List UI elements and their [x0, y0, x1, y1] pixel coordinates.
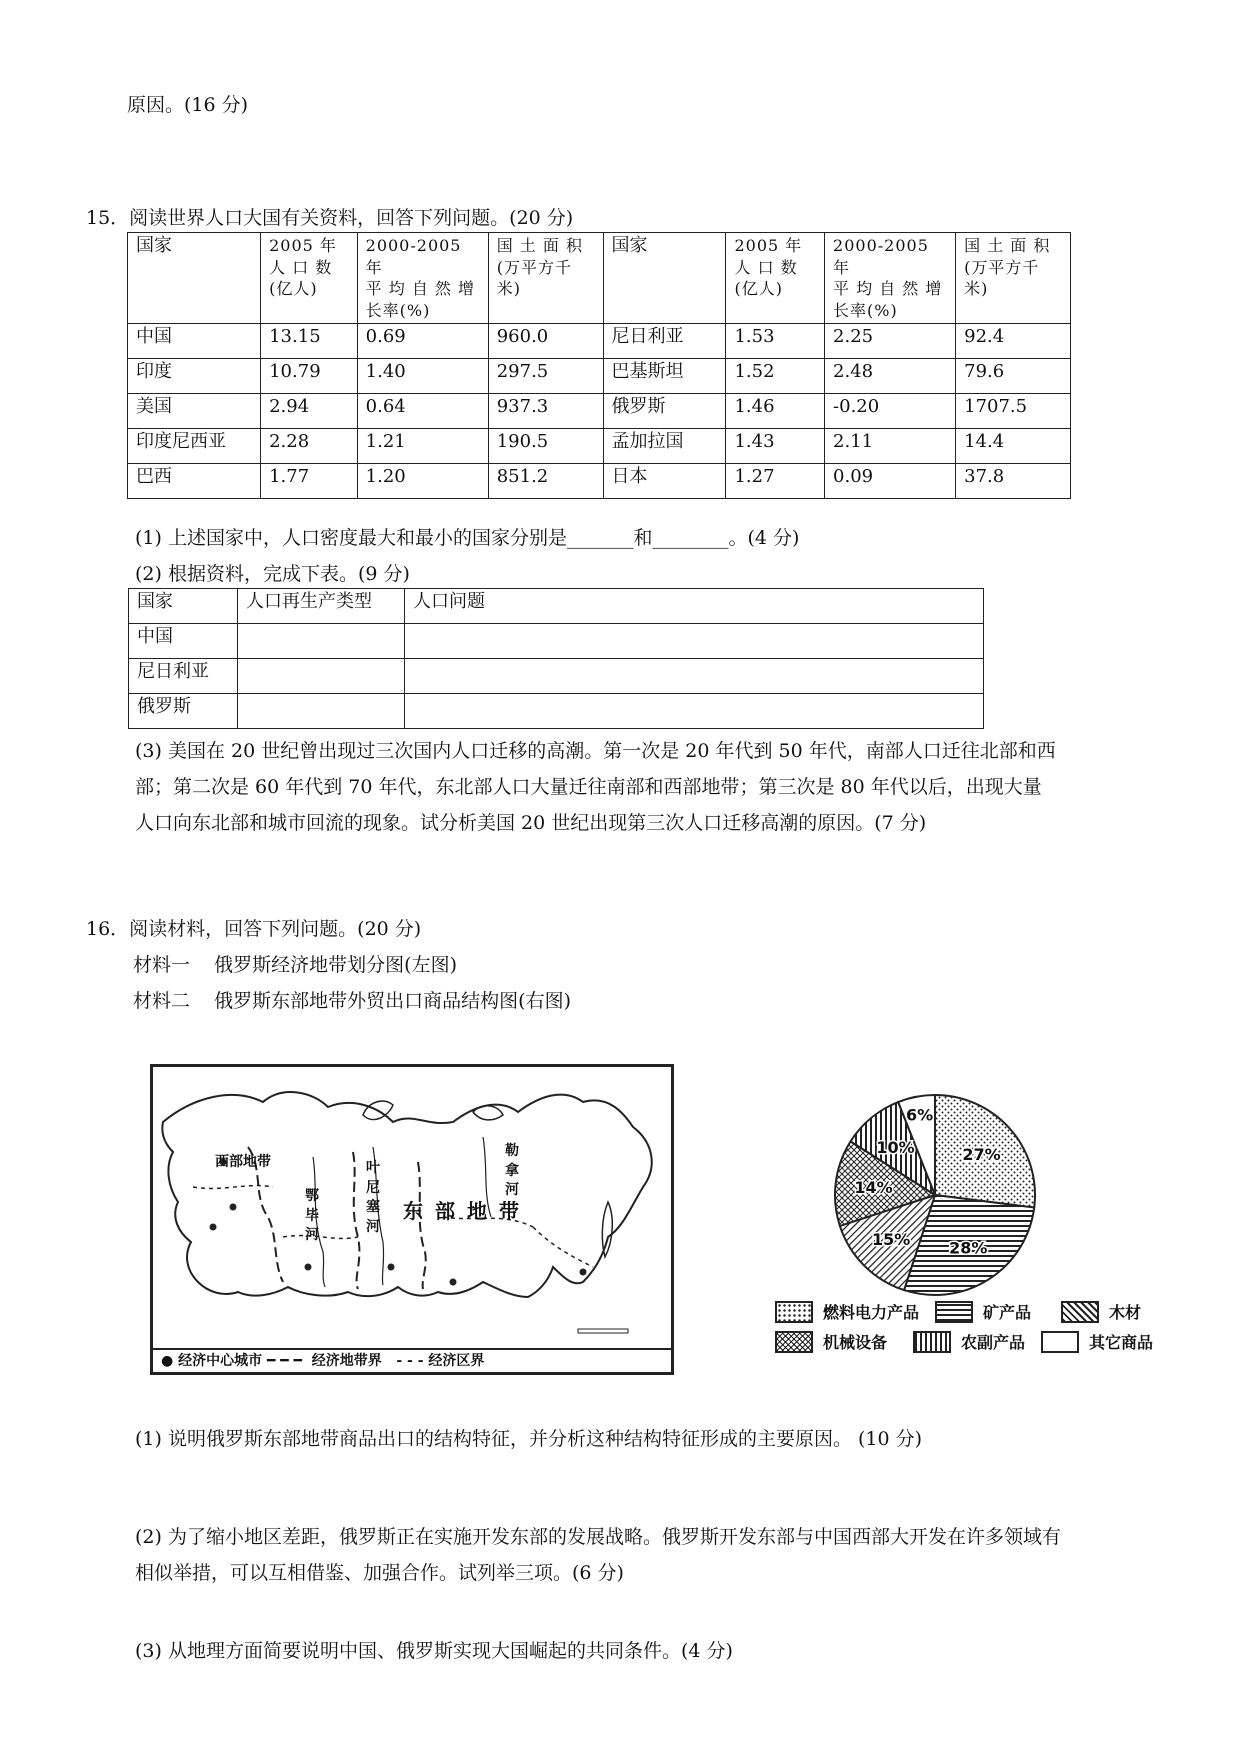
- legend-label: 机械设备: [823, 1333, 888, 1352]
- pie-label-5: 6%: [906, 1105, 934, 1125]
- table-cell: 巴基斯坦: [603, 359, 726, 394]
- answer-cell[interactable]: [238, 694, 405, 729]
- legend-swatch-cross: [775, 1331, 813, 1353]
- legend-label: 农副产品: [961, 1333, 1026, 1352]
- russia-economic-zones-map: [150, 1064, 674, 1375]
- table-cell: 印度: [128, 359, 261, 394]
- table-cell: 中国: [129, 624, 238, 659]
- table-row: [129, 659, 984, 694]
- population-table: [127, 232, 1071, 499]
- table-cell: 37.8: [956, 464, 1071, 499]
- pie-label-2: 15%: [872, 1229, 911, 1249]
- legend-label: 矿产品: [983, 1303, 1032, 1322]
- table-cell: 巴西: [128, 464, 261, 499]
- q15-sub3-line3: 人口向东北部和城市回流的现象。试分析美国 20 世纪出现第三次人口迁移高潮的原因。(7 分): [135, 812, 927, 834]
- answer-cell[interactable]: [238, 624, 405, 659]
- q15-sub3-line2: 部；第二次是 60 年代到 70 年代，东北部人口大量迁往南部和西部地带；第三次是 80 年代以后，出现大量: [135, 776, 1042, 798]
- map-label-west: 西部地带: [215, 1154, 271, 1170]
- map-label-east: 东部地带: [403, 1199, 531, 1223]
- table-cell: 1.52: [726, 359, 825, 394]
- material-1: 材料一 俄罗斯经济地带划分图(左图): [133, 954, 457, 976]
- table-cell: 1.46: [726, 394, 825, 429]
- q15-sub3-line1: (3) 美国在 20 世纪曾出现过三次国内人口迁移的高潮。第一次是 20 年代到 50 年代，南部人口迁往北部和西: [135, 740, 1056, 762]
- col-header-problem: 人口问题: [405, 589, 984, 624]
- table-cell: 1.40: [357, 359, 488, 394]
- col-header-growth-2: 2000-2005 年 平 均 自 然 增 长率(%): [825, 233, 956, 324]
- table-cell: 190.5: [488, 429, 603, 464]
- table-cell: 2.11: [825, 429, 956, 464]
- table-cell: 尼日利亚: [603, 324, 726, 359]
- legend-label: 其它商品: [1089, 1333, 1154, 1352]
- table-cell: 孟加拉国: [603, 429, 726, 464]
- table-cell: 1707.5: [956, 394, 1071, 429]
- map-label-ob: 鄂毕河: [305, 1188, 319, 1244]
- q16-sub2-line1: (2) 为了缩小地区差距，俄罗斯正在实施开发东部的发展战略。俄罗斯开发东部与中国西部大开发在许多领域有: [135, 1526, 1061, 1548]
- pie-label-4: 10%: [876, 1138, 915, 1158]
- table-cell: 美国: [128, 394, 261, 429]
- table-row: [128, 429, 1071, 464]
- table-cell: 1.21: [357, 429, 488, 464]
- continued-answer-line: 原因。(16 分): [127, 94, 249, 116]
- table-row: [129, 694, 984, 729]
- question-15-title: 15．阅读世界人口大国有关资料，回答下列问题。(20 分): [86, 207, 574, 229]
- table-cell: 1.20: [357, 464, 488, 499]
- table-cell: 2.94: [261, 394, 358, 429]
- table-cell: 1.43: [726, 429, 825, 464]
- table-cell: 1.77: [261, 464, 358, 499]
- col-header-growth: 2000-2005 年 平 均 自 然 增 长率(%): [357, 233, 488, 324]
- table-cell: 10.79: [261, 359, 358, 394]
- table-cell: 2.25: [825, 324, 956, 359]
- table-cell: 92.4: [956, 324, 1071, 359]
- col-header-type: 人口再生产类型: [238, 589, 405, 624]
- table-cell: -0.20: [825, 394, 956, 429]
- table-cell: 13.15: [261, 324, 358, 359]
- pie-legend-row-2: [775, 1330, 1153, 1353]
- legend-swatch-dots: [775, 1301, 813, 1323]
- table-row: [128, 464, 1071, 499]
- question-16-title: 16．阅读材料，回答下列问题。(20 分): [86, 918, 422, 940]
- col-header-pop-2: 2005 年 人 口 数 (亿人): [726, 233, 825, 324]
- pie-label-1: 28%: [949, 1238, 988, 1258]
- col-header-country-2: 国家: [603, 233, 726, 324]
- q16-sub3: (3) 从地理方面简要说明中国、俄罗斯实现大国崛起的共同条件。(4 分): [135, 1640, 733, 1662]
- q16-sub2-line2: 相似举措，可以互相借鉴、加强合作。试列举三项。(6 分): [135, 1562, 624, 1584]
- col-header-area: 国 土 面 积 (万平方千 米): [488, 233, 603, 324]
- export-structure-pie-chart: [800, 1060, 1070, 1330]
- col-header-country: 国家: [129, 589, 238, 624]
- legend-swatch-hlines: [935, 1301, 973, 1323]
- material-2: 材料二 俄罗斯东部地带外贸出口商品结构图(右图): [133, 990, 571, 1012]
- table-cell: 1.53: [726, 324, 825, 359]
- legend-swatch-diag: [1061, 1301, 1099, 1323]
- legend-label: 燃料电力产品: [823, 1303, 920, 1322]
- pie-legend-row-1: [775, 1300, 1141, 1323]
- map-legend: ● 经济中心城市 ━ ━ ━ 经济地带界 - - - 经济区界: [161, 1353, 485, 1369]
- table-cell: 2.48: [825, 359, 956, 394]
- table-cell: 960.0: [488, 324, 603, 359]
- col-header-country: 国家: [128, 233, 261, 324]
- legend-swatch-vlines: [913, 1331, 951, 1353]
- table-cell: 1.27: [726, 464, 825, 499]
- map-label-lena: 勒拿河: [505, 1143, 519, 1199]
- table-row: [128, 394, 1071, 429]
- table-cell: 79.6: [956, 359, 1071, 394]
- table-cell: 297.5: [488, 359, 603, 394]
- table-cell: 0.69: [357, 324, 488, 359]
- table-row: [128, 359, 1071, 394]
- table-cell: 尼日利亚: [129, 659, 238, 694]
- pie-label-3: 14%: [854, 1178, 893, 1198]
- table-cell: 俄罗斯: [603, 394, 726, 429]
- table-cell: 937.3: [488, 394, 603, 429]
- col-header-area-2: 国 土 面 积 (万平方千 米): [956, 233, 1071, 324]
- reproduction-table: [128, 588, 984, 729]
- col-header-pop: 2005 年 人 口 数 (亿人): [261, 233, 358, 324]
- table-cell: 俄罗斯: [129, 694, 238, 729]
- answer-cell[interactable]: [238, 659, 405, 694]
- answer-cell[interactable]: [405, 624, 984, 659]
- q15-sub1: (1) 上述国家中，人口密度最大和最小的国家分别是_______和________。(4 分): [135, 527, 800, 549]
- map-label-yenisei: 叶尼塞河: [366, 1160, 380, 1235]
- table-cell: 中国: [128, 324, 261, 359]
- table-cell: 印度尼西亚: [128, 429, 261, 464]
- table-cell: 0.09: [825, 464, 956, 499]
- q15-sub2: (2) 根据资料，完成下表。(9 分): [135, 563, 410, 585]
- table-row: [129, 624, 984, 659]
- table-cell: 日本: [603, 464, 726, 499]
- answer-cell[interactable]: [405, 659, 984, 694]
- answer-cell[interactable]: [405, 694, 984, 729]
- pie-label-0: 27%: [962, 1144, 1001, 1164]
- q16-sub1: (1) 说明俄罗斯东部地带商品出口的结构特征，并分析这种结构特征形成的主要原因。 (10 分): [135, 1428, 923, 1450]
- table-cell: 2.28: [261, 429, 358, 464]
- legend-swatch-plain: [1041, 1331, 1079, 1353]
- table-row: [128, 324, 1071, 359]
- table-cell: 0.64: [357, 394, 488, 429]
- table-cell: 851.2: [488, 464, 603, 499]
- legend-label: 木材: [1109, 1303, 1142, 1322]
- table-cell: 14.4: [956, 429, 1071, 464]
